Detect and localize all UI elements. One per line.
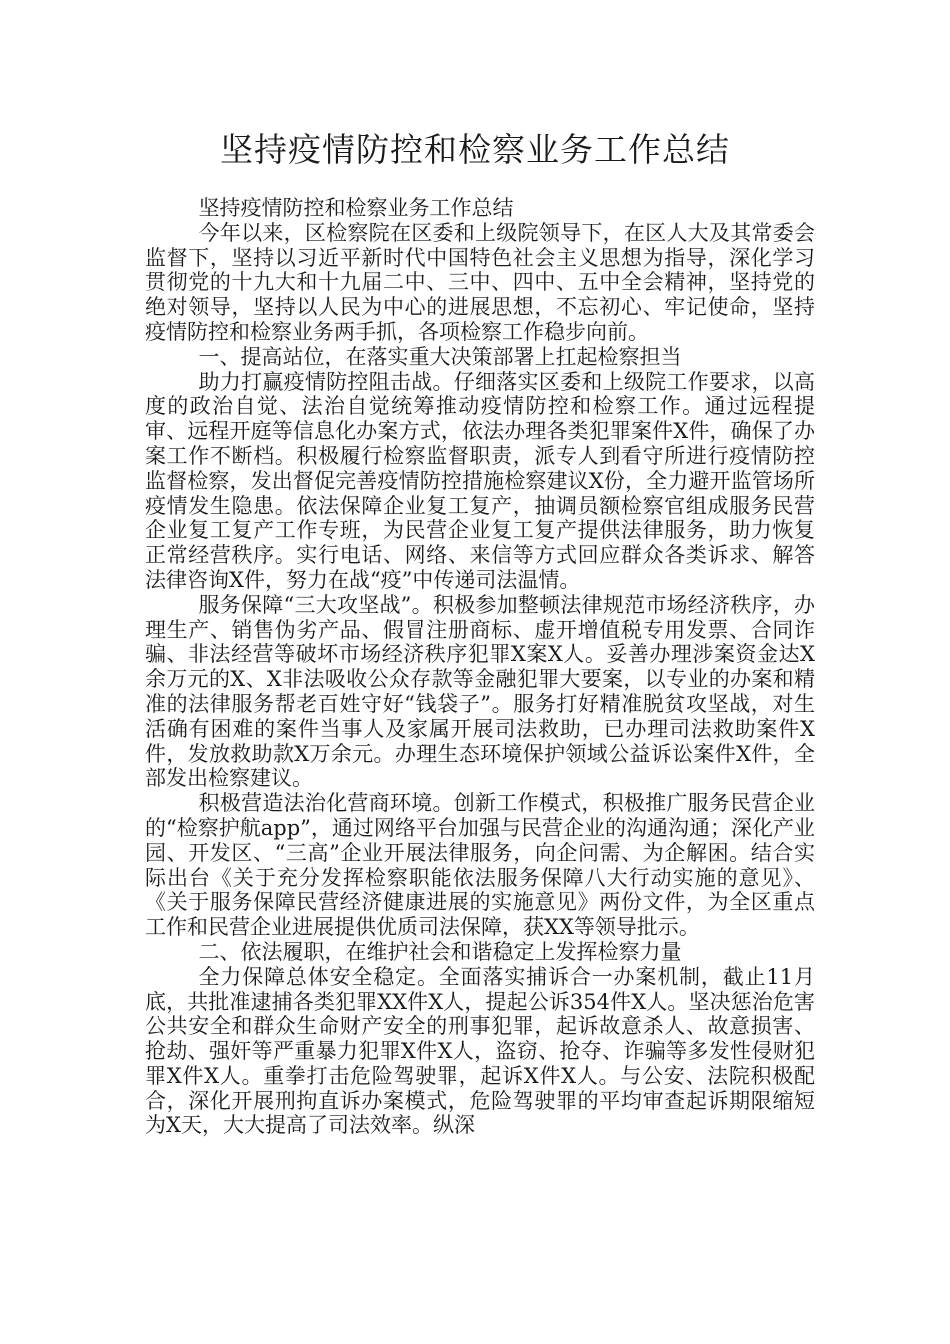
body-paragraph: 助力打赢疫情防控阻击战。仔细落实区委和上级院工作要求，以高度的政治自觉、法治自觉统筹推动疫情防控和检察工作。通过远程提审、远程开庭等信息化办案方式，依法办理各类犯罪案件X件，确保了办案工作不断档。积极履行检察监督职责，派专人到看守所进行疫情防控监督检察，发出督促完善疫情防控措施检察建议X份，全力避开监管场所疫情发生隐患。依法保障企业复工复产，抽调员额检察官组成服务民营企业复工复产工作专班，为民营企业复工复产提供法律服务，助力恢复正常经营秩序。实行电话、网络、来信等方式回应群众各类诉求、解答法律咨询X件，努力在战“疫”中传递司法温情。 — [145, 369, 815, 592]
body-paragraph: 全力保障总体安全稳定。全面落实捕诉合一办案机制，截止11月底，共批准逮捕各类犯罪XX件X人，提起公诉354件X人。坚决惩治危害公共安全和群众生命财产安全的刑事犯罪，起诉故意杀人、故意损害、抢劫、强奸等严重暴力犯罪X件X人，盗窃、抢夺、诈骗等多发性侵财犯罪X件X人。重拳打击危险驾驶罪，起诉X件X人。与公安、法院积极配合，深化开展刑拘直诉办案模式，危险驾驶罪的平均审查起诉期限缩短为X天，大大提高了司法效率。纵深 — [145, 964, 815, 1138]
body-paragraph: 服务保障“三大攻坚战”。积极参加整顿法律规范市场经济秩序，办理生产、销售伪劣产品、假冒注册商标、虚开增值税专用发票、合同诈骗、非法经营等破坏市场经济秩序犯罪X案X人。妥善办理涉案资金达X余万元的X、X非法吸收公众存款等金融犯罪大要案，以专业的办案和精准的法律服务帮老百姓守好“钱袋子”。服务打好精准脱贫攻坚战，对生活确有困难的案件当事人及家属开展司法救助，已办理司法救助案件X件，发放救助款X万余元。办理生态环境保护领域公益诉讼案件X件，全部发出检察建议。 — [145, 592, 815, 791]
body-paragraph: 积极营造法治化营商环境。创新工作模式，积极推广服务民营企业的“检察护航app”，通过网络平台加强与民营企业的沟通沟通；深化产业园、开发区、“三高”企业开展法律服务，向企问需、为企解困。结合实际出台《关于充分发挥检察职能依法服务保障八大行动实施的意见》、《关于服务保障民营经济健康进展的实施意见》两份文件，为全区重点工作和民营企业进展提供优质司法保障，获XX等领导批示。 — [145, 791, 815, 940]
intro-paragraph: 今年以来，区检察院在区委和上级院领导下，在区人大及其常委会监督下，坚持以习近平新时代中国特色社会主义思想为指导，深化学习贯彻党的十九大和十九届二中、三中、四中、五中全会精神，坚持党的绝对领导，坚持以人民为中心的进展思想，不忘初心、牢记使命，坚持疫情防控和检察业务两手抓，各项检察工作稳步向前。 — [145, 220, 815, 344]
section-heading-1: 一、提高站位，在落实重大决策部署上扛起检察担当 — [198, 344, 682, 369]
document-title: 坚持疫情防控和检察业务工作总结 — [220, 130, 730, 169]
document-body — [145, 196, 815, 1138]
section-heading-2: 二、依法履职，在维护社会和谐稳定上发挥检察力量 — [198, 939, 682, 964]
subtitle-paragraph: 坚持疫情防控和检察业务工作总结 — [198, 196, 514, 220]
